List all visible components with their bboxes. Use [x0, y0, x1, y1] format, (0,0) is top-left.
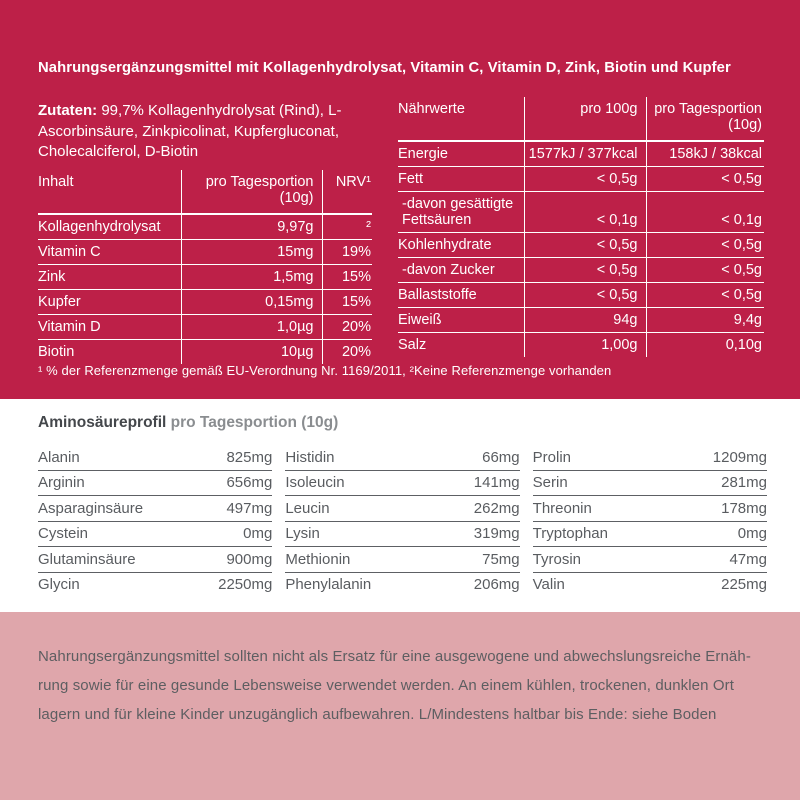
value-per-portion: 0,10g: [646, 333, 764, 358]
amino-value: 141mg: [473, 474, 520, 491]
nutrient-name: -davon Zucker: [398, 258, 524, 283]
value-per-100g: < 0,5g: [524, 258, 646, 283]
amino-row: [285, 573, 519, 598]
nutrient-name: Vitamin D: [38, 315, 181, 340]
nutrient-name: Eiweiß: [398, 308, 524, 333]
amino-name: Prolin: [532, 448, 572, 466]
amino-name: Tryptophan: [532, 525, 608, 542]
amino-grid: [38, 445, 767, 597]
table-row: [398, 233, 764, 258]
ingredients-body: 99,7% Kollagenhydrolysat (Rind), L-Ascorbinsäure, Zinkpicolinat, Kupfergluconat, Cholecalciferol, D-Biotin: [38, 102, 342, 161]
amino-value: 262mg: [473, 499, 520, 517]
nutrient-name: Vitamin C: [38, 240, 181, 265]
table-row: [398, 308, 764, 333]
nutrition-panel: [0, 0, 800, 399]
ingredients-label: Zutaten:: [38, 102, 98, 119]
amino-row: [38, 496, 272, 522]
value-per-100g: 1,00g: [524, 333, 646, 358]
amino-row: [285, 471, 519, 497]
contents-header-row: [38, 170, 372, 214]
amino-row: [38, 445, 272, 471]
amino-row: [285, 522, 519, 548]
amino-name: Phenylalanin: [285, 576, 372, 593]
amino-value: 497mg: [226, 499, 273, 517]
amino-acid-profile-section: [0, 399, 800, 612]
amino-row: [533, 496, 767, 522]
value-per-100g: < 0,5g: [524, 233, 646, 258]
amino-value: 2250mg: [218, 576, 273, 593]
contents-col-portion-line1: pro Tagesportion: [205, 174, 314, 190]
table-row: [398, 141, 764, 167]
amino-value: 225mg: [721, 576, 767, 593]
contents-col-nrv: NRV¹: [322, 170, 372, 214]
contents-col-inhalt: Inhalt: [38, 170, 181, 214]
amino-name: Threonin: [532, 499, 592, 517]
table-row: [38, 340, 372, 365]
nutrient-name: Salz: [398, 337, 427, 353]
nutrient-amount: 1,5mg: [181, 265, 322, 290]
value-per-portion: < 0,5g: [646, 258, 764, 283]
amino-name: Lysin: [285, 525, 320, 542]
amino-value: 281mg: [721, 474, 767, 491]
amino-row: [533, 573, 767, 598]
nutrient-name: Ballaststoffe: [398, 283, 524, 308]
amino-name: Arginin: [38, 474, 85, 491]
table-row: [38, 290, 372, 315]
nutrient-amount: 1,0µg: [181, 315, 322, 340]
amino-name: Tyrosin: [532, 550, 582, 568]
nutrient-nrv: 19%: [322, 240, 372, 265]
nutrient-nrv: ²: [322, 214, 372, 240]
amino-title-text: Aminosäureprofil: [38, 414, 167, 431]
table-row: [398, 333, 764, 358]
amino-column-1: [38, 445, 272, 597]
value-per-100g: 94g: [524, 308, 646, 333]
nutrient-amount: 15mg: [181, 240, 322, 265]
table-row: [38, 214, 372, 240]
nutrition-col-portion-line1: pro Tagesportion: [654, 101, 762, 117]
storage-notice: [38, 642, 773, 729]
value-per-portion: < 0,5g: [646, 167, 764, 192]
value-per-portion: 158kJ / 38kcal: [646, 141, 764, 167]
value-per-portion: < 0,5g: [646, 233, 764, 258]
nutrient-name: Fett: [398, 167, 524, 192]
table-row: [38, 315, 372, 340]
storage-notice-line: Nahrungsergänzungsmittel sollten nicht als Ersatz für eine ausgewogene und abwechslungsreiche Ernäh-: [38, 648, 751, 665]
amino-row: [38, 547, 272, 573]
amino-value: 75mg: [482, 550, 520, 568]
nutrient-name: Biotin: [38, 344, 75, 360]
amino-name: Histidin: [285, 448, 335, 466]
nutrition-col-portion: [646, 97, 764, 141]
table-row: [398, 167, 764, 192]
nutrient-name: -davon gesättigte Fettsäuren: [398, 192, 524, 233]
value-per-portion: < 0,5g: [646, 283, 764, 308]
value-per-100g: 1577kJ / 377kcal: [524, 141, 646, 167]
amino-value: 0mg: [737, 525, 767, 542]
nutrition-col-per100: pro 100g: [524, 97, 646, 141]
table-row: [398, 283, 764, 308]
contents-col-portion-line2: (10g): [279, 190, 314, 206]
nutrient-nrv: 20%: [322, 340, 372, 365]
nutrition-col-name: Nährwerte: [398, 97, 524, 141]
nutrition-col-portion-line2: (10g): [728, 117, 762, 133]
storage-notice-section: [0, 612, 800, 800]
amino-name: Leucin: [285, 499, 330, 517]
amino-name: Serin: [532, 474, 568, 491]
amino-value: 178mg: [721, 499, 767, 517]
amino-name: Glycin: [38, 576, 80, 593]
amino-subtitle-text: pro Tagesportion (10g): [166, 414, 339, 431]
amino-row: [533, 547, 767, 573]
nutrition-table: [398, 97, 764, 357]
product-title: Nahrungsergänzungsmittel mit Kollagenhydrolysat, Vitamin C, Vitamin D, Zink, Biotin und Kupfer: [38, 60, 731, 76]
value-per-portion: < 0,1g: [646, 192, 764, 233]
value-per-100g: < 0,1g: [524, 192, 646, 233]
storage-notice-line: rung sowie für eine gesunde Lebensweise verwendet werden. An einem kühlen, trockenen, dunklen Ort: [38, 677, 734, 694]
nutrient-name: Zink: [38, 265, 181, 290]
amino-value: 0mg: [243, 525, 273, 542]
amino-name: Cystein: [38, 525, 89, 542]
nutrient-name: Kupfer: [38, 290, 181, 315]
amino-row: [285, 496, 519, 522]
amino-name: Glutaminsäure: [38, 550, 136, 568]
nutrition-header-row: [398, 97, 764, 141]
table-row: [398, 192, 764, 233]
amino-value: 900mg: [226, 550, 273, 568]
amino-column-3: [533, 445, 767, 597]
amino-row: [285, 547, 519, 573]
amino-value: 656mg: [226, 474, 273, 491]
amino-value: 206mg: [473, 576, 520, 593]
table-row: [38, 240, 372, 265]
contents-table: [38, 170, 372, 364]
table-row: [398, 258, 764, 283]
amino-name: Isoleucin: [285, 474, 345, 491]
amino-column-2: [285, 445, 519, 597]
table-row: [38, 265, 372, 290]
nutrient-amount: 0,15mg: [181, 290, 322, 315]
amino-row: [533, 445, 767, 471]
nutrient-nrv: 20%: [322, 315, 372, 340]
value-per-100g: < 0,5g: [524, 283, 646, 308]
amino-row: [285, 445, 519, 471]
nutrient-name: Kohlenhydrate: [398, 233, 524, 258]
amino-row: [38, 573, 272, 598]
nutrient-nrv: 15%: [322, 290, 372, 315]
amino-value: 66mg: [482, 448, 520, 466]
amino-row: [38, 522, 272, 548]
nutrient-amount: 10µg: [181, 340, 322, 365]
amino-name: Methionin: [285, 550, 351, 568]
nutrient-amount: 9,97g: [181, 214, 322, 240]
storage-notice-line: lagern und für kleine Kinder unzugänglich aufbewahren. L/Mindestens haltbar bis Ende: siehe Boden: [38, 706, 717, 723]
amino-row: [38, 471, 272, 497]
amino-value: 47mg: [729, 550, 767, 568]
value-per-100g: < 0,5g: [524, 167, 646, 192]
reference-footnote: ¹ % der Referenzmenge gemäß EU-Verordnung Nr. 1169/2011, ²Keine Referenzmenge vorhanden: [38, 363, 612, 378]
amino-name: Valin: [532, 576, 565, 593]
amino-name: Alanin: [38, 448, 80, 466]
amino-value: 825mg: [226, 448, 273, 466]
amino-value: 1209mg: [712, 448, 767, 466]
nutrient-nrv: 15%: [322, 265, 372, 290]
contents-col-portion: [181, 170, 322, 214]
nutrient-name: Kollagenhydrolysat: [38, 214, 181, 240]
nutrient-name: Energie: [398, 141, 524, 167]
amino-value: 319mg: [473, 525, 520, 542]
amino-row: [533, 471, 767, 497]
amino-name: Asparaginsäure: [38, 499, 144, 517]
value-per-portion: 9,4g: [646, 308, 764, 333]
amino-row: [533, 522, 767, 548]
ingredients-text: [38, 101, 390, 163]
amino-profile-title: [38, 414, 338, 432]
